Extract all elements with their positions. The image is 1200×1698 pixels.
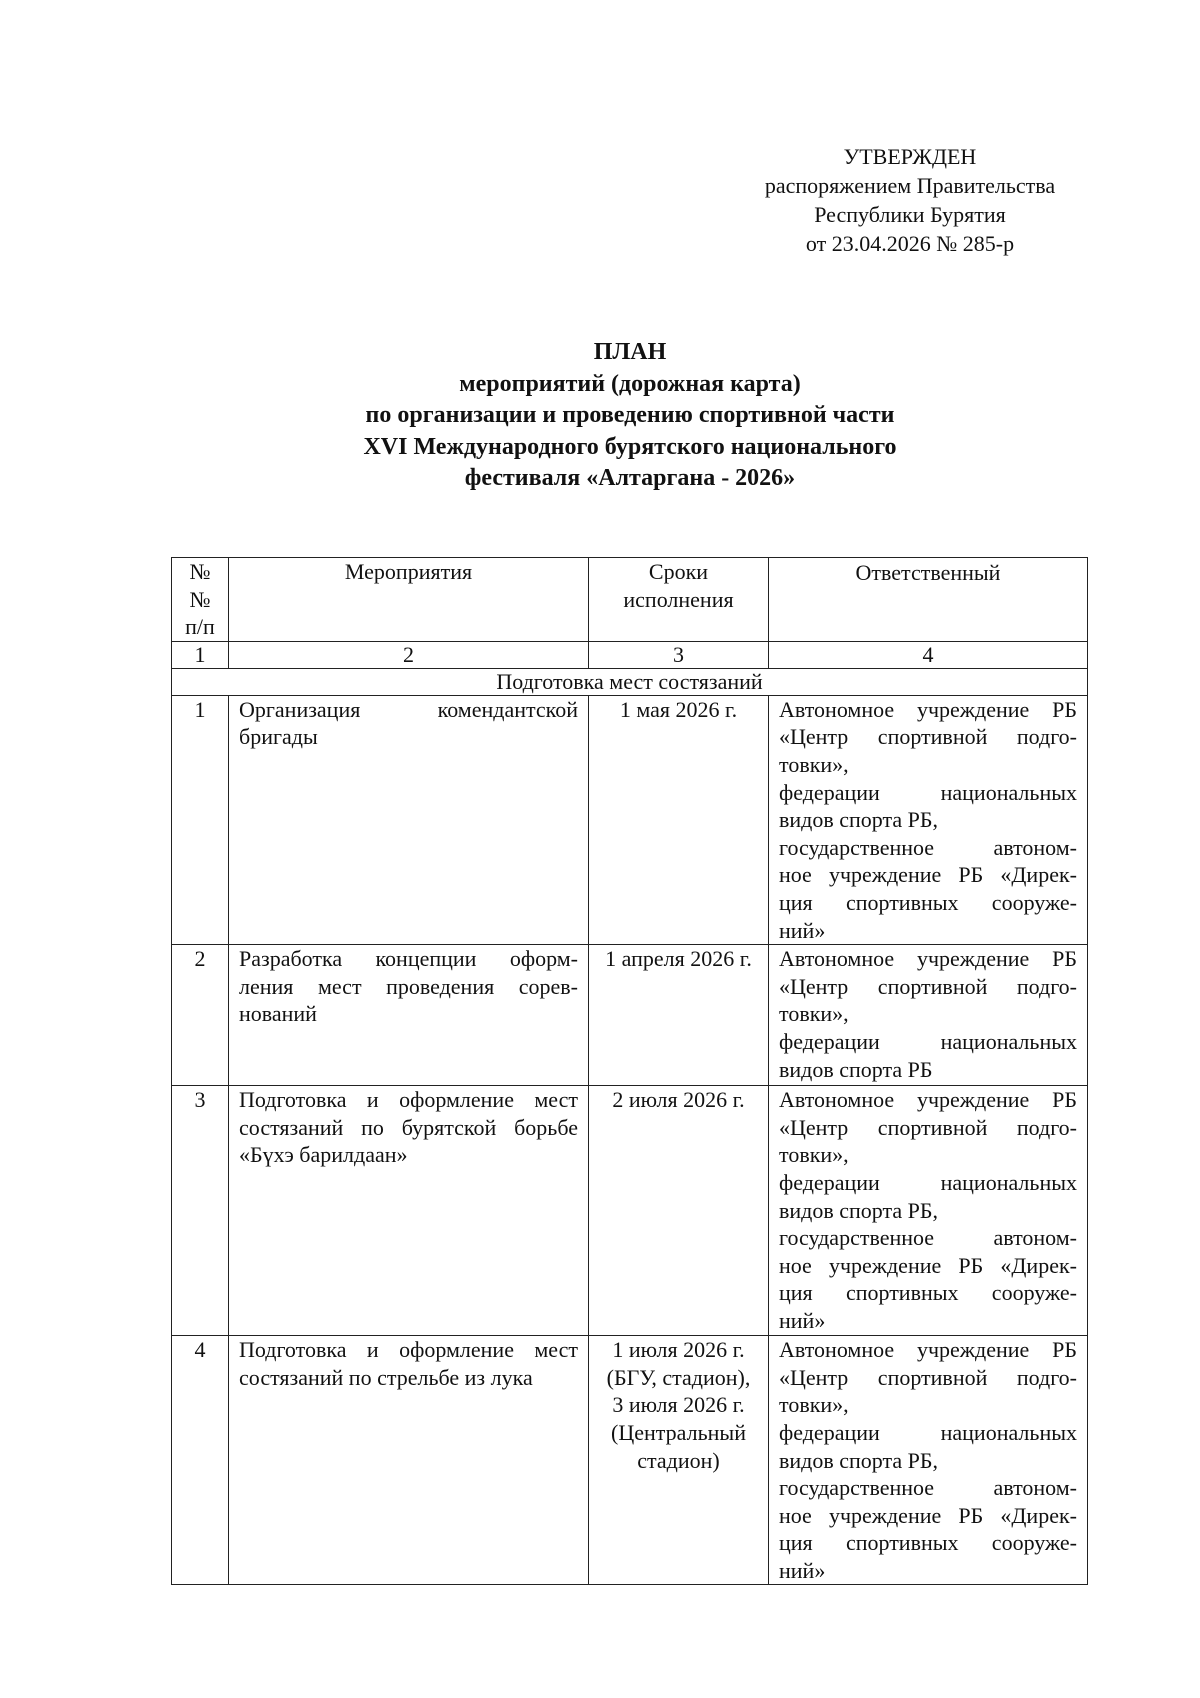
approval-date-number: от 23.04.2026 № 285-р: [805, 231, 1015, 256]
row-number: 2: [172, 945, 229, 1086]
responsible-line: видов спорта РБ,: [779, 807, 939, 833]
responsible-line: видов спорта РБ: [779, 1056, 933, 1082]
event-line: состязаний по бурятской борьбе: [239, 1114, 578, 1140]
title-line: XVI Международного бурятского национального: [363, 433, 897, 460]
row-responsible: [769, 1086, 1088, 1336]
title-line: по организации и проведению спортивной части: [365, 402, 895, 428]
responsible-line: Автономное учреждение РБ: [779, 946, 1077, 972]
approval-status: УТВЕРЖДЕН: [843, 144, 977, 169]
responsible-line: ний»: [779, 1557, 826, 1583]
responsible-line: видов спорта РБ,: [779, 1447, 939, 1473]
row-number: 1: [172, 695, 229, 944]
row-event: [229, 1336, 589, 1585]
header-event: Мероприятия: [229, 558, 589, 642]
event-line: состязаний по стрельбе из лука: [239, 1364, 533, 1390]
responsible-line: государственное автоном-: [779, 1475, 1077, 1501]
event-line: Подготовка и оформление мест: [239, 1087, 578, 1113]
row-event: [229, 1086, 589, 1336]
row-responsible: [769, 1336, 1088, 1585]
responsible-line: «Центр спортивной подго-: [779, 973, 1077, 999]
responsible-line: ция спортивных сооруже-: [779, 1280, 1077, 1306]
header-num-line: п/п: [185, 614, 215, 640]
title-line: мероприятий (дорожная карта): [459, 370, 801, 397]
row-deadline: [589, 695, 769, 944]
event-line: бригады: [239, 724, 318, 750]
responsible-line: ция спортивных сооруже-: [779, 1530, 1077, 1556]
column-number: 1: [172, 641, 229, 668]
header-num-line: №№: [189, 559, 211, 612]
responsible-line: федерации национальных: [779, 1028, 1077, 1054]
row-responsible: [769, 695, 1088, 944]
header-responsible: Ответственный: [769, 558, 1088, 642]
responsible-line: ное учреждение РБ «Дирек-: [779, 862, 1077, 888]
table-row: [172, 1086, 1088, 1336]
deadline-line: 2 июля 2026 г.: [612, 1087, 745, 1113]
row-number: 4: [172, 1336, 229, 1585]
row-number: 3: [172, 1086, 229, 1336]
responsible-line: Автономное учреждение РБ: [779, 696, 1077, 722]
approval-authority: распоряжением Правительства: [764, 173, 1056, 198]
responsible-line: Автономное учреждение РБ: [779, 1337, 1077, 1363]
deadline-line: 1 апреля 2026 г.: [605, 946, 752, 972]
header-deadline: [589, 558, 769, 642]
table-row: [172, 695, 1088, 944]
responsible-line: Автономное учреждение РБ: [779, 1087, 1077, 1113]
responsible-line: государственное автоном-: [779, 1225, 1077, 1251]
row-event: [229, 945, 589, 1086]
row-event: [229, 695, 589, 944]
responsible-line: видов спорта РБ,: [779, 1197, 939, 1223]
responsible-line: товки»,: [779, 1142, 849, 1168]
title-line: ПЛАН: [593, 339, 667, 365]
event-line: «Бүхэ барилдаан»: [239, 1142, 408, 1168]
title-line: фестиваля «Алтаргана - 2026»: [464, 465, 796, 491]
responsible-line: «Центр спортивной подго-: [779, 1114, 1077, 1140]
responsible-line: государственное автоном-: [779, 834, 1077, 860]
column-number: 4: [769, 641, 1088, 668]
section-row: [172, 668, 1088, 695]
deadline-line: 1 мая 2026 г.: [619, 696, 738, 722]
responsible-line: «Центр спортивной подго-: [779, 724, 1077, 750]
event-line: Организация комендантской: [239, 696, 578, 722]
deadline-line: стадион): [637, 1447, 720, 1473]
approval-region: Республики Бурятия: [814, 202, 1006, 227]
column-number: 2: [229, 641, 589, 668]
table-row: [172, 945, 1088, 1086]
table-row: [172, 1336, 1088, 1585]
header-deadline-line: исполнения: [623, 586, 734, 612]
responsible-line: федерации национальных: [779, 1419, 1077, 1445]
section-title: Подготовка мест состязаний: [172, 668, 1088, 695]
row-deadline: [589, 1336, 769, 1585]
plan-table: [171, 557, 1088, 1585]
header-num: [172, 558, 229, 642]
responsible-line: товки»,: [779, 1392, 849, 1418]
event-line: ления мест проведения сорев-: [239, 973, 578, 999]
table-header-row: [172, 558, 1088, 642]
deadline-line: 1 июля 2026 г.: [612, 1337, 745, 1363]
responsible-line: федерации национальных: [779, 1169, 1077, 1195]
event-line: Подготовка и оформление мест: [239, 1337, 578, 1363]
responsible-line: ция спортивных сооруже-: [779, 889, 1077, 915]
document-title: [170, 337, 1090, 495]
deadline-line: 3 июля 2026 г.: [612, 1392, 745, 1418]
row-deadline: [589, 945, 769, 1086]
event-line: нований: [239, 1001, 317, 1027]
responsible-line: ний»: [779, 1307, 826, 1333]
deadline-line: (БГУ, стадион),: [606, 1364, 751, 1390]
column-number-row: [172, 641, 1088, 668]
approval-block: [740, 142, 1080, 258]
event-line: Разработка концепции оформ-: [239, 946, 578, 972]
responsible-line: ное учреждение РБ «Дирек-: [779, 1502, 1077, 1528]
responsible-line: «Центр спортивной подго-: [779, 1364, 1077, 1390]
responsible-line: товки»,: [779, 1001, 849, 1027]
row-deadline: [589, 1086, 769, 1336]
row-responsible: [769, 945, 1088, 1086]
column-number: 3: [589, 641, 769, 668]
deadline-line: (Центральный: [611, 1419, 746, 1445]
responsible-line: товки»,: [779, 751, 849, 777]
responsible-line: ное учреждение РБ «Дирек-: [779, 1252, 1077, 1278]
responsible-line: ний»: [779, 917, 826, 943]
responsible-line: федерации национальных: [779, 779, 1077, 805]
header-deadline-line: Сроки: [648, 559, 709, 584]
